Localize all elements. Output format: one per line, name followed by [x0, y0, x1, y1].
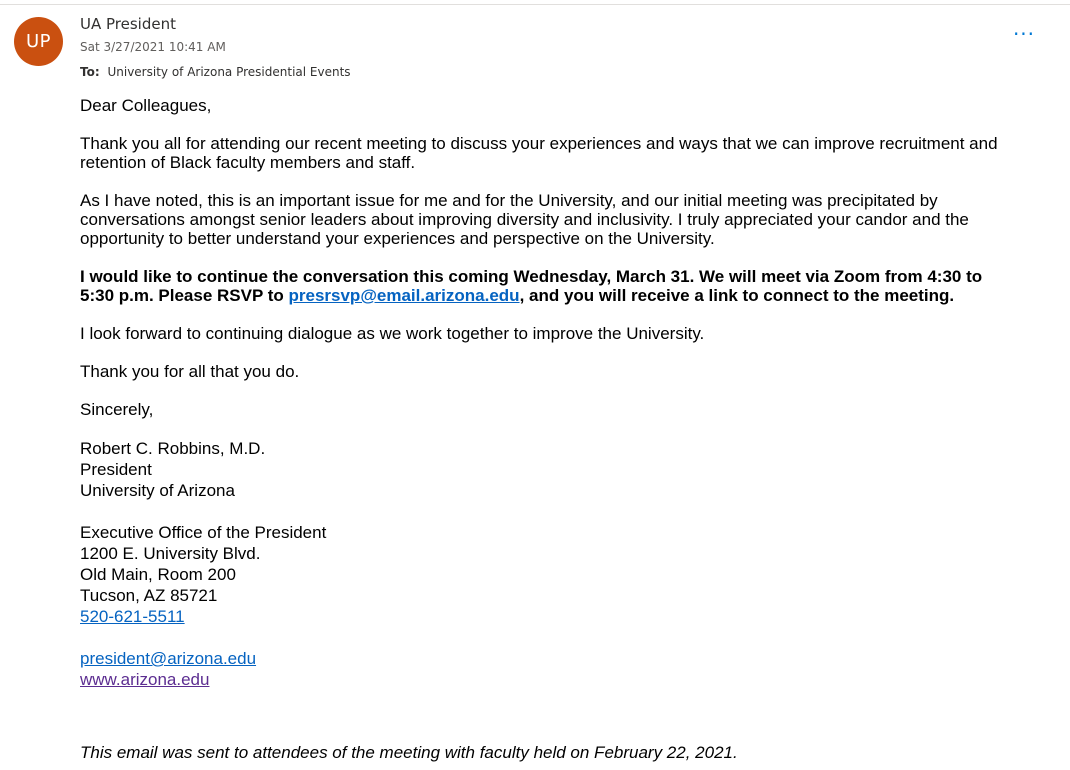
sender-name[interactable]: UA President: [80, 15, 176, 33]
paragraph-3: [80, 267, 1015, 305]
president-email-link[interactable]: president@arizona.edu: [80, 649, 257, 668]
recipient-name[interactable]: University of Arizona Presidential Events: [107, 65, 351, 79]
paragraph-2: As I have noted, this is an important issue for me and for the University, and our initial meeting was precipitated by conversations amongst senior leaders about improving diversity and inclusivity. I truly appreciated your candor and the opportunity to better understand your experiences and perspective on the University.: [80, 191, 969, 248]
footer-note: This email was sent to attendees of the meeting with faculty held on February 22, 2021.: [80, 743, 738, 762]
signature-name: Robert C. Robbins, M.D.: [80, 439, 266, 458]
phone-link[interactable]: 520-621-5511: [80, 607, 185, 626]
sender-avatar[interactable]: [14, 17, 63, 66]
message-body: [80, 96, 1015, 711]
website-link[interactable]: www.arizona.edu: [80, 670, 210, 689]
paragraph-3-text-a: I would like to continue the conversation this coming Wednesday, March 31. We will meet via Zoom from 4:30 to 5:30 p.m. Please RSVP to: [80, 267, 983, 305]
recipient-line: [80, 65, 351, 79]
sent-date: Sat 3/27/2021 10:41 AM: [80, 40, 226, 54]
top-divider: [0, 4, 1070, 5]
closing: Sincerely,: [80, 400, 154, 419]
more-actions-icon[interactable]: ···: [1012, 22, 1036, 46]
signature-org: University of Arizona: [80, 481, 235, 500]
paragraph-4: I look forward to continuing dialogue as we work together to improve the University.: [80, 324, 705, 343]
paragraph-1: Thank you all for attending our recent meeting to discuss your experiences and ways that we can improve recruitment and retention of Black faculty members and staff.: [80, 134, 998, 172]
address-office: Executive Office of the President: [80, 523, 327, 542]
address-city: Tucson, AZ 85721: [80, 586, 218, 605]
address-street: 1200 E. University Blvd.: [80, 544, 261, 563]
paragraph-5: Thank you for all that you do.: [80, 362, 300, 381]
address-block: [80, 522, 1015, 627]
paragraph-3-text-b: , and you will receive a link to connect to the meeting.: [519, 286, 955, 305]
signature-block: [80, 438, 1015, 501]
greeting: Dear Colleagues,: [80, 96, 212, 115]
avatar-initials: UP: [25, 31, 52, 52]
signature-title: President: [80, 460, 152, 479]
address-building: Old Main, Room 200: [80, 565, 236, 584]
contact-links: [80, 648, 1015, 690]
to-label: To:: [80, 65, 100, 79]
rsvp-email-link[interactable]: presrsvp@email.arizona.edu: [288, 286, 520, 305]
